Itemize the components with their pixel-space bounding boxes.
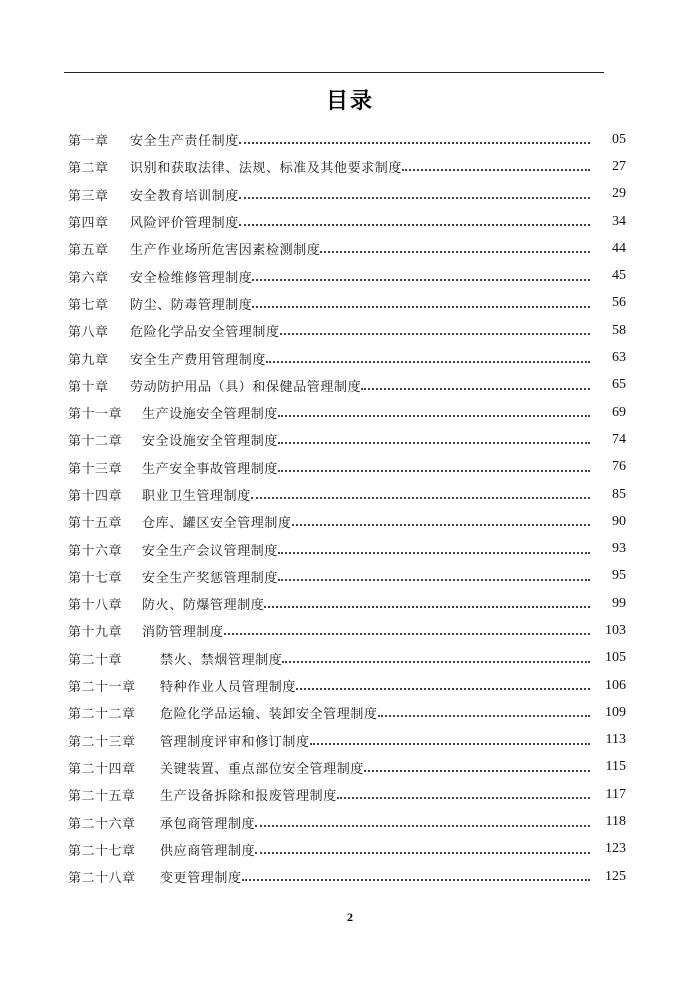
toc-entry[interactable] <box>68 399 626 426</box>
toc-entry[interactable] <box>68 208 626 235</box>
toc-entry-title: 危险化学品安全管理制度 <box>130 325 280 341</box>
toc-entry[interactable] <box>68 672 626 699</box>
toc-entry[interactable] <box>68 153 626 180</box>
toc-page-number: 58 <box>612 322 626 338</box>
toc-entry[interactable] <box>68 508 626 535</box>
toc-chapter-label: 第十九章 <box>68 625 123 641</box>
toc-entry[interactable] <box>68 727 626 754</box>
toc-chapter-label: 第六章 <box>68 270 109 286</box>
toc-page-number: 56 <box>612 295 626 311</box>
toc-entry-title: 仓库、罐区安全管理制度 <box>142 516 292 532</box>
toc-dot-leader <box>320 250 590 253</box>
toc-entry-title: 危险化学品运输、装卸安全管理制度 <box>160 707 378 723</box>
toc-dot-leader <box>242 878 590 881</box>
toc-entry-title: 供应商管理制度 <box>160 843 256 859</box>
page-number: 2 <box>347 910 353 924</box>
toc-entry-title: 生产作业场所危害因素检测制度 <box>130 243 321 259</box>
toc-dot-leader <box>361 387 590 390</box>
toc-chapter-label: 第二十七章 <box>68 843 136 859</box>
toc-page-number: 34 <box>612 213 626 229</box>
toc-entry-title: 生产安全事故管理制度 <box>142 461 279 477</box>
toc-page-number: 74 <box>612 431 626 447</box>
toc-dot-leader <box>292 523 590 526</box>
toc-chapter-label: 第二十章 <box>68 652 123 668</box>
toc-page-number: 103 <box>605 622 626 638</box>
toc-chapter-label: 第五章 <box>68 243 109 259</box>
toc-entry-title: 承包商管理制度 <box>160 816 256 832</box>
toc-chapter-label: 第二十一章 <box>68 680 136 696</box>
toc-entry-title: 风险评价管理制度 <box>130 216 239 232</box>
toc-entry-title: 特种作业人员管理制度 <box>160 680 297 696</box>
toc-entry-title: 管理制度评审和修订制度 <box>160 734 310 750</box>
toc-chapter-label: 第九章 <box>68 352 109 368</box>
toc-dot-leader <box>224 632 590 635</box>
toc-dot-leader <box>378 714 590 717</box>
toc-chapter-label: 第十一章 <box>68 407 123 423</box>
toc-entry[interactable] <box>68 645 626 672</box>
toc-dot-leader <box>310 742 590 745</box>
toc-dot-leader <box>255 824 590 827</box>
toc-entry[interactable] <box>68 699 626 726</box>
toc-chapter-label: 第二十八章 <box>68 871 136 887</box>
toc-page-number: 95 <box>612 568 626 584</box>
toc-dot-leader <box>278 578 590 581</box>
toc-entry[interactable] <box>68 535 626 562</box>
toc-dot-leader <box>296 687 590 690</box>
toc-chapter-label: 第七章 <box>68 297 109 313</box>
header-rule <box>64 72 604 73</box>
toc-dot-leader <box>278 469 590 472</box>
toc-dot-leader <box>280 332 590 335</box>
toc-dot-leader <box>251 496 590 499</box>
toc-dot-leader <box>337 796 590 799</box>
toc-entry-title: 关键装置、重点部位安全管理制度 <box>160 761 365 777</box>
toc-entry-title: 安全生产费用管理制度 <box>130 352 267 368</box>
toc-entry[interactable] <box>68 235 626 262</box>
toc-entry-title: 安全教育培训制度 <box>130 188 239 204</box>
toc-page-number: 118 <box>605 814 626 830</box>
toc-dot-leader <box>264 605 590 608</box>
toc-entry[interactable] <box>68 617 626 644</box>
toc-entry[interactable] <box>68 317 626 344</box>
toc-chapter-label: 第十章 <box>68 379 109 395</box>
toc-entry-title: 识别和获取法律、法规、标准及其他要求制度 <box>130 161 403 177</box>
toc-page-number: 76 <box>612 459 626 475</box>
toc-entry[interactable] <box>68 781 626 808</box>
toc-dot-leader <box>252 278 590 281</box>
toc-entry-title: 安全设施安全管理制度 <box>142 434 279 450</box>
toc-page-number: 117 <box>605 786 626 802</box>
toc-page-number: 29 <box>612 186 626 202</box>
toc-dot-leader <box>239 196 590 199</box>
toc-page-number: 27 <box>612 158 626 174</box>
toc-dot-leader <box>239 223 590 226</box>
toc-entry[interactable] <box>68 426 626 453</box>
toc-page-number: 45 <box>612 268 626 284</box>
toc-chapter-label: 第十八章 <box>68 598 123 614</box>
toc-page-number: 85 <box>612 486 626 502</box>
toc-entry-title: 消防管理制度 <box>142 625 224 641</box>
toc-dot-leader <box>252 305 590 308</box>
toc-chapter-label: 第四章 <box>68 216 109 232</box>
toc-entry[interactable] <box>68 836 626 863</box>
toc-chapter-label: 第八章 <box>68 325 109 341</box>
toc-page-number: 65 <box>612 377 626 393</box>
toc-page-number: 05 <box>612 131 626 147</box>
toc-entry-title: 禁火、禁烟管理制度 <box>160 652 283 668</box>
toc-page-number: 63 <box>612 350 626 366</box>
toc-entry-title: 职业卫生管理制度 <box>142 489 251 504</box>
toc-chapter-label: 第十三章 <box>68 461 123 477</box>
toc-entry[interactable] <box>68 454 626 481</box>
toc-entry-title: 安全生产奖惩管理制度 <box>142 570 279 586</box>
toc-entry[interactable] <box>68 481 626 508</box>
toc-chapter-label: 第二十六章 <box>68 816 136 832</box>
toc-entry-title: 安全检维修管理制度 <box>130 270 253 286</box>
toc-dot-leader <box>282 660 590 663</box>
toc-chapter-label: 第二十三章 <box>68 734 136 750</box>
toc-entry[interactable] <box>68 808 626 835</box>
toc-dot-leader <box>364 769 590 772</box>
toc-page-number: 69 <box>612 404 626 420</box>
toc-list <box>68 126 626 890</box>
toc-chapter-label: 第十四章 <box>68 489 123 504</box>
toc-dot-leader <box>255 851 590 854</box>
toc-entry-title: 防尘、防毒管理制度 <box>130 297 253 313</box>
toc-entry[interactable] <box>68 290 626 317</box>
toc-chapter-label: 第十六章 <box>68 543 123 559</box>
toc-entry-title: 生产设施安全管理制度 <box>142 407 279 423</box>
toc-entry[interactable] <box>68 590 626 617</box>
toc-chapter-label: 第一章 <box>68 134 109 150</box>
toc-chapter-label: 第二十五章 <box>68 789 136 805</box>
toc-dot-leader <box>266 360 590 363</box>
toc-entry[interactable] <box>68 754 626 781</box>
toc-dot-leader <box>278 414 590 417</box>
toc-chapter-label: 第二章 <box>68 161 109 177</box>
toc-page-number: 113 <box>605 732 626 748</box>
toc-entry-title: 变更管理制度 <box>160 871 242 887</box>
toc-page-number: 106 <box>605 677 626 693</box>
toc-entry[interactable] <box>68 372 626 399</box>
toc-chapter-label: 第二十四章 <box>68 761 136 777</box>
toc-page-number: 115 <box>605 759 626 775</box>
toc-chapter-label: 第十七章 <box>68 570 123 586</box>
toc-entry-title: 生产设备拆除和报废管理制度 <box>160 789 337 805</box>
toc-page-number: 125 <box>605 868 626 884</box>
toc-page-number: 44 <box>612 240 626 256</box>
toc-page-number: 123 <box>605 841 626 857</box>
toc-chapter-label: 第十五章 <box>68 516 123 532</box>
toc-dot-leader <box>278 551 590 554</box>
toc-page-number: 90 <box>612 513 626 529</box>
toc-entry[interactable] <box>68 181 626 208</box>
toc-dot-leader <box>239 141 590 144</box>
toc-entry[interactable] <box>68 863 626 890</box>
toc-entry[interactable] <box>68 344 626 371</box>
toc-title: 目录 <box>325 89 374 114</box>
toc-entry[interactable] <box>68 262 626 289</box>
toc-entry[interactable] <box>68 563 626 590</box>
toc-dot-leader <box>278 441 590 444</box>
toc-entry-title: 安全生产责任制度 <box>130 134 239 150</box>
toc-chapter-label: 第二十二章 <box>68 707 136 723</box>
toc-chapter-label: 第十二章 <box>68 434 123 450</box>
toc-entry-title: 劳动防护用品（具）和保健品管理制度 <box>130 379 362 395</box>
toc-entry-title: 安全生产会议管理制度 <box>142 543 279 559</box>
toc-entry[interactable] <box>68 126 626 153</box>
toc-entry-title: 防火、防爆管理制度 <box>142 598 265 614</box>
toc-page-number: 99 <box>612 595 626 611</box>
toc-page-number: 109 <box>605 704 626 720</box>
toc-page-number: 93 <box>612 541 626 557</box>
toc-page-number: 105 <box>605 650 626 666</box>
toc-chapter-label: 第三章 <box>68 188 109 204</box>
toc-dot-leader <box>402 168 590 171</box>
